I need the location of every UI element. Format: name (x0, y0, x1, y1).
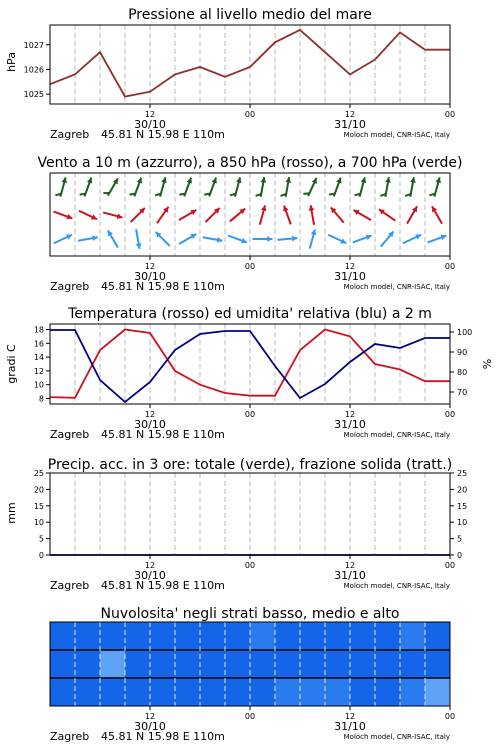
cloud-cell-medio (250, 650, 276, 678)
model-credit: Moloch model, CNR-ISAC, Italy (343, 582, 450, 590)
precip-ylabel: mm (5, 502, 18, 524)
wind-arrow-700hpa (230, 177, 242, 196)
cloud-cell-alto (50, 622, 76, 650)
cloud-cell-medio (375, 650, 401, 678)
wind-arrow-850hpa (283, 206, 291, 225)
wind-arrow-10m (203, 237, 223, 243)
wind-arrow-850hpa (206, 208, 220, 222)
location-coords: 45.81 N 15.98 E 110m (101, 280, 225, 293)
cloud-cell-basso (300, 678, 326, 706)
wind-arrow-700hpa (405, 177, 415, 197)
wind-arrow-10m (277, 236, 297, 242)
y-tick-label-right: 25 (457, 469, 468, 478)
pressure-panel (24, 25, 455, 141)
date-label: 31/10 (334, 720, 366, 733)
wind-arrow-850hpa (354, 210, 371, 220)
wind-arrow-10m (136, 229, 142, 249)
location-name: Zagreb (50, 280, 90, 293)
wind-arrow-700hpa (204, 178, 217, 197)
cloud-cell-basso (100, 678, 126, 706)
y-tick-label: 14 (33, 353, 44, 363)
location-coords: 45.81 N 15.98 E 110m (101, 579, 225, 592)
wind-arrow-700hpa (281, 177, 291, 197)
arrow-barb (80, 194, 86, 195)
model-credit: Moloch model, CNR-ISAC, Italy (343, 431, 450, 439)
cloud-cell-alto (75, 622, 101, 650)
precip-panel (34, 469, 467, 592)
wind-arrow-850hpa (79, 211, 97, 220)
temperature-line (50, 330, 450, 398)
y-tick-label-right: 0 (457, 551, 463, 560)
wind-arrow-700hpa (429, 177, 441, 196)
cloud-cell-alto (100, 622, 126, 650)
cloud-cell-alto (225, 622, 251, 650)
time-tick-label: 00 (244, 110, 256, 119)
y-tick-label: 20 (33, 485, 44, 495)
cloud-cell-medio (400, 650, 426, 678)
cloud-cell-basso (225, 678, 251, 706)
time-tick-label: 00 (444, 712, 456, 721)
y-tick-label-right: 10 (457, 518, 468, 528)
wind-arrow-700hpa (80, 178, 93, 197)
wind-arrow-850hpa (131, 208, 145, 222)
wind-arrow-850hpa (103, 212, 122, 219)
cloud-cell-basso (250, 678, 276, 706)
model-credit: Moloch model, CNR-ISAC, Italy (343, 733, 450, 741)
location-coords: 45.81 N 15.98 E 110m (101, 730, 225, 743)
wind-arrow-700hpa (256, 177, 266, 197)
arrow-barb (303, 193, 309, 194)
cloud-cell-alto (250, 622, 276, 650)
cloud-cell-basso (275, 678, 301, 706)
y-tick-label: 16 (33, 339, 44, 349)
cloud-cell-alto (200, 622, 226, 650)
time-tick-label: 00 (444, 110, 456, 119)
cloud-cell-medio (275, 650, 301, 678)
cloud-cell-basso (75, 678, 101, 706)
date-label: 30/10 (134, 720, 166, 733)
wind-arrow-700hpa (130, 178, 143, 197)
wind-arrow-700hpa (329, 178, 342, 197)
pressure-title: Pressione al livello medio del mare (128, 7, 372, 23)
wind-arrow-10m (328, 235, 346, 244)
humidity-ylabel: % (481, 358, 494, 370)
cloud-cell-medio (350, 650, 376, 678)
cloud-cell-medio (125, 650, 151, 678)
arrow-barb (329, 194, 335, 195)
cloud-cell-medio (100, 650, 126, 678)
location-name: Zagreb (50, 428, 90, 441)
wind-arrow-700hpa (155, 177, 167, 196)
time-tick-label: 00 (244, 561, 256, 570)
wind-title: Vento a 10 m (azzurro), a 850 hPa (rosso), a 700 hPa (verde) (37, 155, 463, 171)
time-tick-label: 12 (344, 561, 356, 570)
cloud-cell-basso (125, 678, 151, 706)
wind-arrow-10m (403, 234, 421, 243)
wind-arrow-850hpa (54, 212, 73, 220)
temp-title: Temperatura (rosso) ed umidita' relativa (blu) a 2 m (68, 306, 432, 322)
arrow-head (267, 236, 272, 242)
wind-arrow-700hpa (303, 178, 317, 196)
wind-arrow-10m (381, 231, 394, 246)
cloud-cell-basso (200, 678, 226, 706)
date-label: 30/10 (134, 270, 166, 283)
y-tick-label-right: 80 (457, 368, 468, 377)
cloud-cell-alto (275, 622, 301, 650)
cloud-cell-medio (75, 650, 101, 678)
cloud-cell-medio (50, 650, 76, 678)
time-tick-label: 12 (344, 712, 356, 721)
cloud-cell-basso (375, 678, 401, 706)
cloud-cell-alto (350, 622, 376, 650)
cloud-cell-alto (375, 622, 401, 650)
cloud-cell-basso (425, 678, 451, 706)
time-tick-label: 00 (444, 262, 456, 271)
time-tick-label: 12 (344, 410, 356, 419)
time-tick-label: 12 (144, 561, 156, 570)
y-tick-label: 18 (33, 325, 44, 335)
cloud-cell-medio (425, 650, 451, 678)
wind-arrow-850hpa (260, 205, 267, 224)
location-coords: 45.81 N 15.98 E 110m (101, 128, 225, 141)
wind-arrow-700hpa (103, 178, 117, 195)
location-name: Zagreb (50, 128, 90, 141)
wind-arrow-850hpa (179, 210, 196, 220)
y-tick-label: 1026 (23, 65, 44, 75)
y-tick-label-right: 5 (457, 534, 463, 544)
y-tick-label: 10 (33, 518, 44, 528)
cloud-cell-medio (300, 650, 326, 678)
precip-title: Precip. acc. in 3 ore: totale (verde), frazione solida (tratt.) (47, 457, 453, 473)
cloud-cell-basso (350, 678, 376, 706)
cloud-cell-basso (400, 678, 426, 706)
cloud-cell-medio (200, 650, 226, 678)
wind-arrow-700hpa (55, 177, 67, 196)
date-label: 31/10 (334, 270, 366, 283)
date-label: 31/10 (334, 569, 366, 582)
model-credit: Moloch model, CNR-ISAC, Italy (343, 131, 450, 139)
time-tick-label: 12 (144, 262, 156, 271)
location-name: Zagreb (50, 730, 90, 743)
wind-arrow-10m (228, 236, 247, 244)
model-credit: Moloch model, CNR-ISAC, Italy (343, 283, 450, 291)
y-tick-label-right: 15 (457, 501, 468, 511)
y-tick-label: 10 (33, 380, 44, 390)
time-tick-label: 12 (144, 110, 156, 119)
arrow-barb (130, 194, 136, 195)
arrow-barb (204, 194, 210, 195)
y-tick-label: 8 (38, 394, 44, 404)
wind-arrow-850hpa (157, 207, 168, 223)
wind-arrow-10m (54, 234, 72, 243)
y-tick-label: 15 (33, 501, 44, 511)
y-tick-label: 1027 (23, 40, 44, 50)
time-tick-label: 12 (344, 110, 356, 119)
cloud-cell-alto (175, 622, 201, 650)
cloud-cell-medio (325, 650, 351, 678)
cloud-cell-basso (325, 678, 351, 706)
time-tick-label: 00 (244, 712, 256, 721)
wind-arrow-10m (252, 236, 272, 242)
date-label: 30/10 (134, 569, 166, 582)
y-tick-label-right: 100 (457, 328, 473, 337)
pressure-ylabel: hPa (5, 52, 18, 72)
cloud-cell-basso (50, 678, 76, 706)
cloud-cell-alto (325, 622, 351, 650)
arrow-head (292, 236, 297, 242)
cloud-cell-alto (400, 622, 426, 650)
y-tick-label: 0 (38, 551, 44, 560)
date-label: 31/10 (334, 418, 366, 431)
wind-arrow-850hpa (309, 205, 315, 225)
wind-arrow-10m (353, 235, 372, 243)
cloud-title: Nuvolosita' negli strati basso, medio e alto (100, 606, 400, 622)
cloud-cell-medio (175, 650, 201, 678)
cloud-cell-basso (175, 678, 201, 706)
wind-arrow-10m (179, 234, 196, 244)
cloud-cell-medio (150, 650, 176, 678)
cloud-cell-medio (225, 650, 251, 678)
wind-arrow-850hpa (407, 206, 417, 223)
cloud-cell-basso (150, 678, 176, 706)
wind-panel (50, 173, 455, 293)
wind-arrow-10m (310, 229, 317, 248)
temp-ylabel: gradi C (5, 344, 18, 384)
arrow-barb (179, 194, 185, 195)
cloud-cell-alto (300, 622, 326, 650)
time-tick-label: 00 (244, 410, 256, 419)
date-label: 30/10 (134, 118, 166, 131)
cloud-cell-alto (150, 622, 176, 650)
wind-arrow-850hpa (230, 209, 245, 222)
time-tick-label: 00 (244, 262, 256, 271)
wind-arrow-700hpa (380, 177, 390, 197)
wind-arrow-10m (108, 230, 118, 247)
wind-arrow-850hpa (331, 207, 344, 222)
y-tick-label: 5 (38, 534, 44, 544)
y-tick-label: 25 (33, 469, 44, 478)
wind-arrow-10m (78, 235, 98, 241)
cloud-panel (50, 622, 455, 743)
wind-arrow-850hpa (379, 209, 395, 220)
y-tick-label: 12 (33, 366, 44, 376)
time-tick-label: 12 (144, 410, 156, 419)
cloud-cell-alto (425, 622, 451, 650)
wind-arrow-700hpa (179, 178, 192, 197)
time-tick-label: 00 (444, 561, 456, 570)
cloud-cell-alto (125, 622, 151, 650)
wind-arrow-700hpa (355, 177, 367, 196)
y-tick-label-right: 20 (457, 485, 468, 495)
wind-arrow-10m (156, 232, 170, 246)
wind-arrow-850hpa (432, 206, 442, 223)
temp-panel (34, 324, 472, 441)
pressure-line (50, 30, 450, 97)
date-label: 31/10 (334, 118, 366, 131)
y-tick-label: 1025 (23, 90, 44, 100)
time-tick-label: 12 (144, 712, 156, 721)
time-tick-label: 00 (444, 410, 456, 419)
location-name: Zagreb (50, 579, 90, 592)
date-label: 30/10 (134, 418, 166, 431)
time-tick-label: 12 (344, 262, 356, 271)
y-tick-label-right: 90 (457, 348, 468, 357)
y-tick-label-right: 70 (457, 388, 468, 397)
wind-arrow-10m (428, 235, 447, 243)
location-coords: 45.81 N 15.98 E 110m (101, 428, 225, 441)
